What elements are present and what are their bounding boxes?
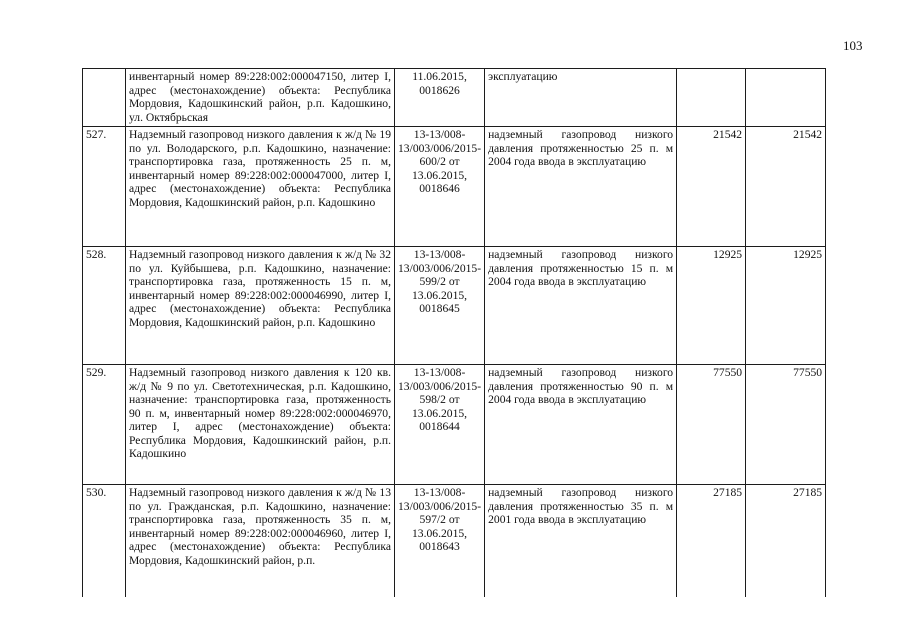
object-description: Надземный газопровод низкого давления к ж/д № 32 по ул. Куйбышева, р.п. Кадошкино, назначение: транспортировка газа, протяженность 15 п. м, инвентарный номер 89:228:002:000046990, литер I, адрес (местонахождение) объекта: Республика Мордовия, Кадошкинский район, р.п. Кадошкино	[126, 247, 395, 365]
registration-record: 13-13/008- 13/003/006/2015- 600/2 от 13.06.2015, 0018646	[395, 127, 485, 247]
value-cell-2: 12925	[746, 247, 826, 365]
value-cell-2: 21542	[746, 127, 826, 247]
value-cell-1: 21542	[677, 127, 746, 247]
table-row	[83, 485, 826, 598]
object-description: Надземный газопровод низкого давления к 120 кв. ж/д № 9 по ул. Светотехническая, р.п. Кадошкино, назначение: транспортировка газа, протяженность 90 п. м, инвентарный номер 89:228:002:000046970, литер I, адрес (местонахождение) объекта: Республика Мордовия, Кадошкинский район, р.п. Кадошкино	[126, 365, 395, 485]
value-cell-1: 77550	[677, 365, 746, 485]
value-cell-1	[677, 69, 746, 127]
object-characteristics: надземный газопровод низкого давления протяженностью 35 п. м 2001 года ввода в эксплуатацию	[485, 485, 677, 598]
value-cell-1: 12925	[677, 247, 746, 365]
page-number: 103	[843, 38, 863, 53]
registration-record: 13-13/008- 13/003/006/2015- 597/2 от 13.06.2015, 0018643	[395, 485, 485, 598]
row-number: 529.	[83, 365, 126, 485]
table-row	[83, 69, 826, 127]
object-characteristics: надземный газопровод низкого давления протяженностью 25 п. м 2004 года ввода в эксплуатацию	[485, 127, 677, 247]
table-row	[83, 365, 826, 485]
object-description: Надземный газопровод низкого давления к ж/д № 13 по ул. Гражданская, р.п. Кадошкино, назначение: транспортировка газа, протяженность 35 п. м, инвентарный номер 89:228:002:000046960, литер I, адрес (местонахождение) объекта: Республика Мордовия, Кадошкинский район, р.п.	[126, 485, 395, 598]
row-number: 530.	[83, 485, 126, 598]
row-number: 528.	[83, 247, 126, 365]
row-number: 527.	[83, 127, 126, 247]
value-cell-2: 77550	[746, 365, 826, 485]
value-cell-2	[746, 69, 826, 127]
object-characteristics: надземный газопровод низкого давления протяженностью 90 п. м 2004 года ввода в эксплуатацию	[485, 365, 677, 485]
registration-record: 13-13/008- 13/003/006/2015- 598/2 от 13.06.2015, 0018644	[395, 365, 485, 485]
table-row	[83, 127, 826, 247]
object-characteristics: эксплуатацию	[485, 69, 677, 127]
row-number	[83, 69, 126, 127]
value-cell-1: 27185	[677, 485, 746, 598]
object-description: инвентарный номер 89:228:002:000047150, литер I, адрес (местонахождение) объекта: Республика Мордовия, Кадошкинский район, р.п. Кадошкино, ул. Октябрьская	[126, 69, 395, 127]
table-row	[83, 247, 826, 365]
object-description: Надземный газопровод низкого давления к ж/д № 19 по ул. Володарского, р.п. Кадошкино, назначение: транспортировка газа, протяженность 25 п. м, инвентарный номер 89:228:002:000047000, литер I, адрес (местонахождение) объекта: Республика Мордовия, Кадошкинский район, р.п. Кадошкино	[126, 127, 395, 247]
value-cell-2: 27185	[746, 485, 826, 598]
property-registry-table	[82, 68, 826, 597]
object-characteristics: надземный газопровод низкого давления протяженностью 15 п. м 2004 года ввода в эксплуатацию	[485, 247, 677, 365]
registration-record: 13-13/008- 13/003/006/2015- 599/2 от 13.06.2015, 0018645	[395, 247, 485, 365]
registration-record: 11.06.2015, 0018626	[395, 69, 485, 127]
